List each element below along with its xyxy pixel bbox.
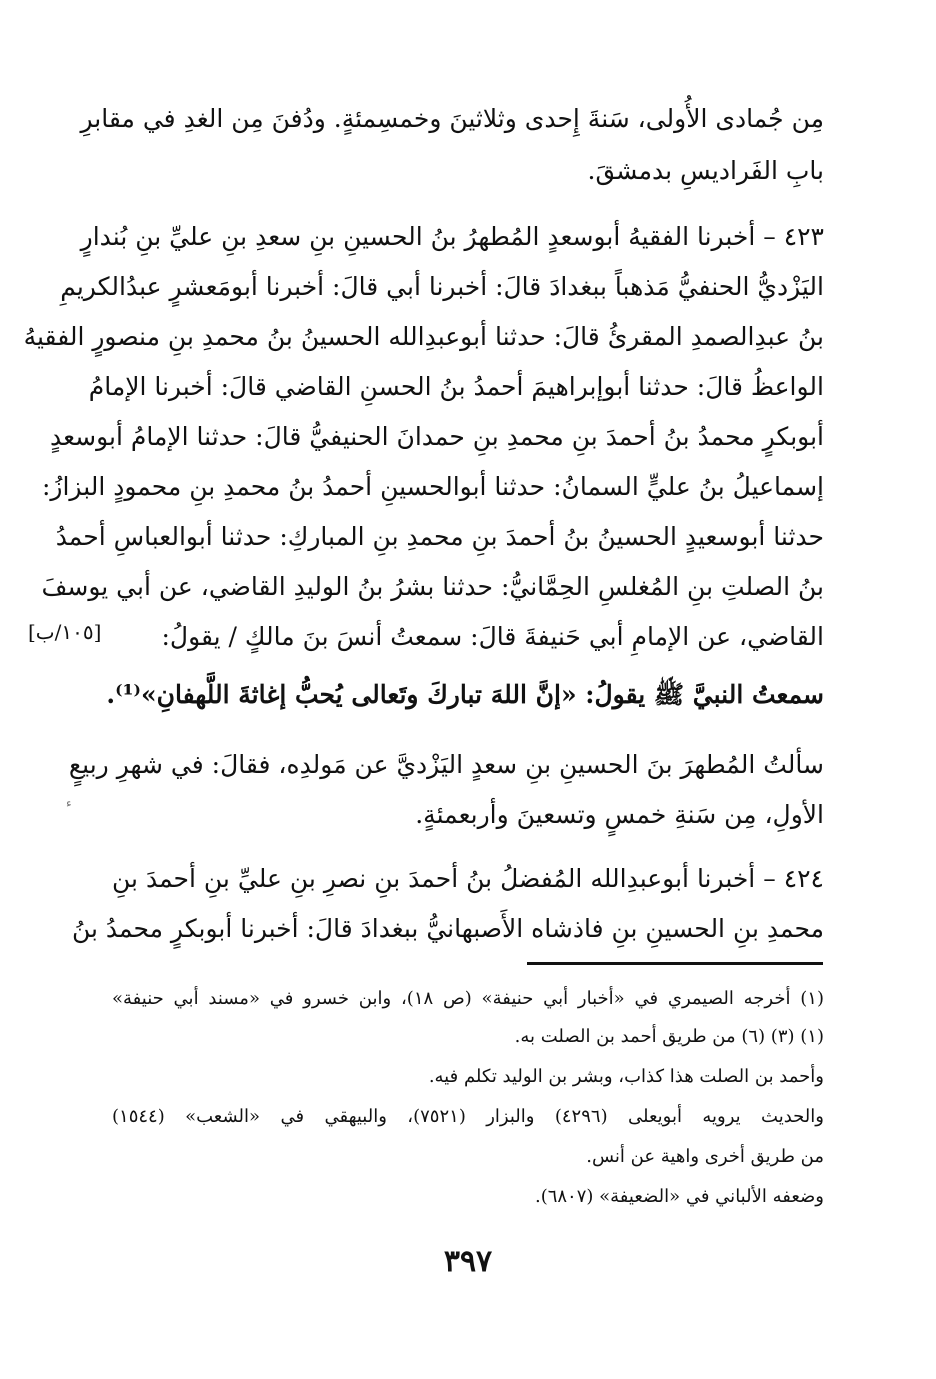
manuscript-folio-reference: [١٠٥/ب]	[28, 620, 102, 644]
text-line: القاضي، عن الإمامِ أبي حَنيفةَ قالَ: سمعتُ أنسَ بنَ مالكٍ / يقولُ:	[161, 622, 824, 651]
text-line: حدثنا أبوسعيدٍ الحسينُ بنُ أحمدَ بنِ محمدِ بنِ المباركِ: حدثنا أبوالعباسِ أحمدُ	[55, 522, 824, 551]
text-line: سألتُ المُطهرَ بنَ الحسينِ بنِ سعدٍ اليَزْديَّ عن مَولدِه، فقالَ: في شهرِ ربيعٍ	[68, 750, 824, 779]
text-line: أبوبكرٍ محمدُ بنُ أحمدَ بنِ محمدِ بنِ حمدانَ الحنيفيُّ قالَ: حدثنا الإمامُ أبوسعدٍ	[50, 422, 824, 451]
footnote-line: والحديث يرويه أبويعلى (٤٢٩٦) والبزار (٧٥٢١)، والبيهقي في «الشعب» (١٥٤٤)	[112, 1106, 824, 1127]
text-line: بنُ الصلتِ بنِ المُغلسِ الحِمَّانيُّ: حدثنا بشرُ بنُ الوليدِ القاضي، عن أبي يوسفَ	[41, 572, 824, 601]
footnote-line: (١) أخرجه الصيمري في «أخبار أبي حنيفة» (ص ١٨)، وابن خسرو في «مسند أبي حنيفة»	[112, 988, 824, 1009]
footnote-line: وضعفه الألباني في «الضعيفة» (٦٨٠٧).	[534, 1186, 824, 1207]
margin-speck: ﺀ	[66, 796, 72, 810]
hadith-quote: سمعتُ النبيَّ ﷺ يقولُ: «إنَّ اللهَ تباركَ وتَعالى يُحبُّ إغاثةَ اللَّهفانِ»⁽¹⁾.	[106, 680, 824, 709]
text-line: محمدِ بنِ الحسينِ بنِ فاذشاه الأَصبهانيُّ ببغدادَ قالَ: أخبرنا أبوبكرٍ محمدُ بنُ	[71, 914, 824, 943]
text-line: بنُ عبدِالصمدِ المقرئُ قالَ: حدثنا أبوعبدِالله الحسينُ بنُ محمدِ بنِ منصورٍ الفقيهُ	[23, 322, 824, 351]
text-line: بابِ الفَراديسِ بدمشقَ.	[587, 156, 824, 185]
text-line: اليَزْديُّ الحنفيُّ مَذهباً ببغدادَ قالَ: أخبرنا أبي قالَ: أخبرنا أبومَعشرٍ عبدُالكريمِ	[60, 272, 824, 301]
page-number: ٣٩٧	[443, 1244, 493, 1279]
text-line: إسماعيلُ بنُ عليٍّ السمانُ: حدثنا أبوالحسينِ أحمدُ بنُ محمدِ بنِ محمودٍ البزازُ:	[41, 472, 824, 501]
text-line: ٤٢٤ – أخبرنا أبوعبدِالله المُفضلُ بنُ أحمدَ بنِ نصرِ بنِ عليِّ بنِ أحمدَ بنِ	[112, 864, 824, 893]
footnote-line: (١) (٣) (٦) من طريق أحمد بن الصلت به.	[514, 1026, 824, 1047]
footnote-line: وأحمد بن الصلت هذا كذاب، وبشر بن الوليد تكلم فيه.	[428, 1066, 824, 1087]
footnote-line: من طريق أخرى واهية عن أنس.	[586, 1146, 824, 1167]
text-line: ٤٢٣ – أخبرنا الفقيهُ أبوسعدٍ المُطهرُ بنُ الحسينِ بنِ سعدِ بنِ عليِّ بنِ بُندارٍ	[80, 222, 824, 251]
text-line: الأولِ، مِن سَنةِ خمسٍ وتسعينَ وأربعمئةٍ.	[415, 800, 824, 829]
footnote-separator	[527, 962, 823, 965]
text-line: الواعظُ قالَ: حدثنا أبوإبراهيمَ أحمدُ بنُ الحسنِ القاضي قالَ: أخبرنا الإمامُ	[88, 372, 824, 401]
text-line: مِن جُمادى الأُولى، سَنةَ إِحدى وثلاثينَ وخمسِمئةٍ. ودُفنَ مِن الغدِ في مقابرِ	[80, 104, 824, 133]
